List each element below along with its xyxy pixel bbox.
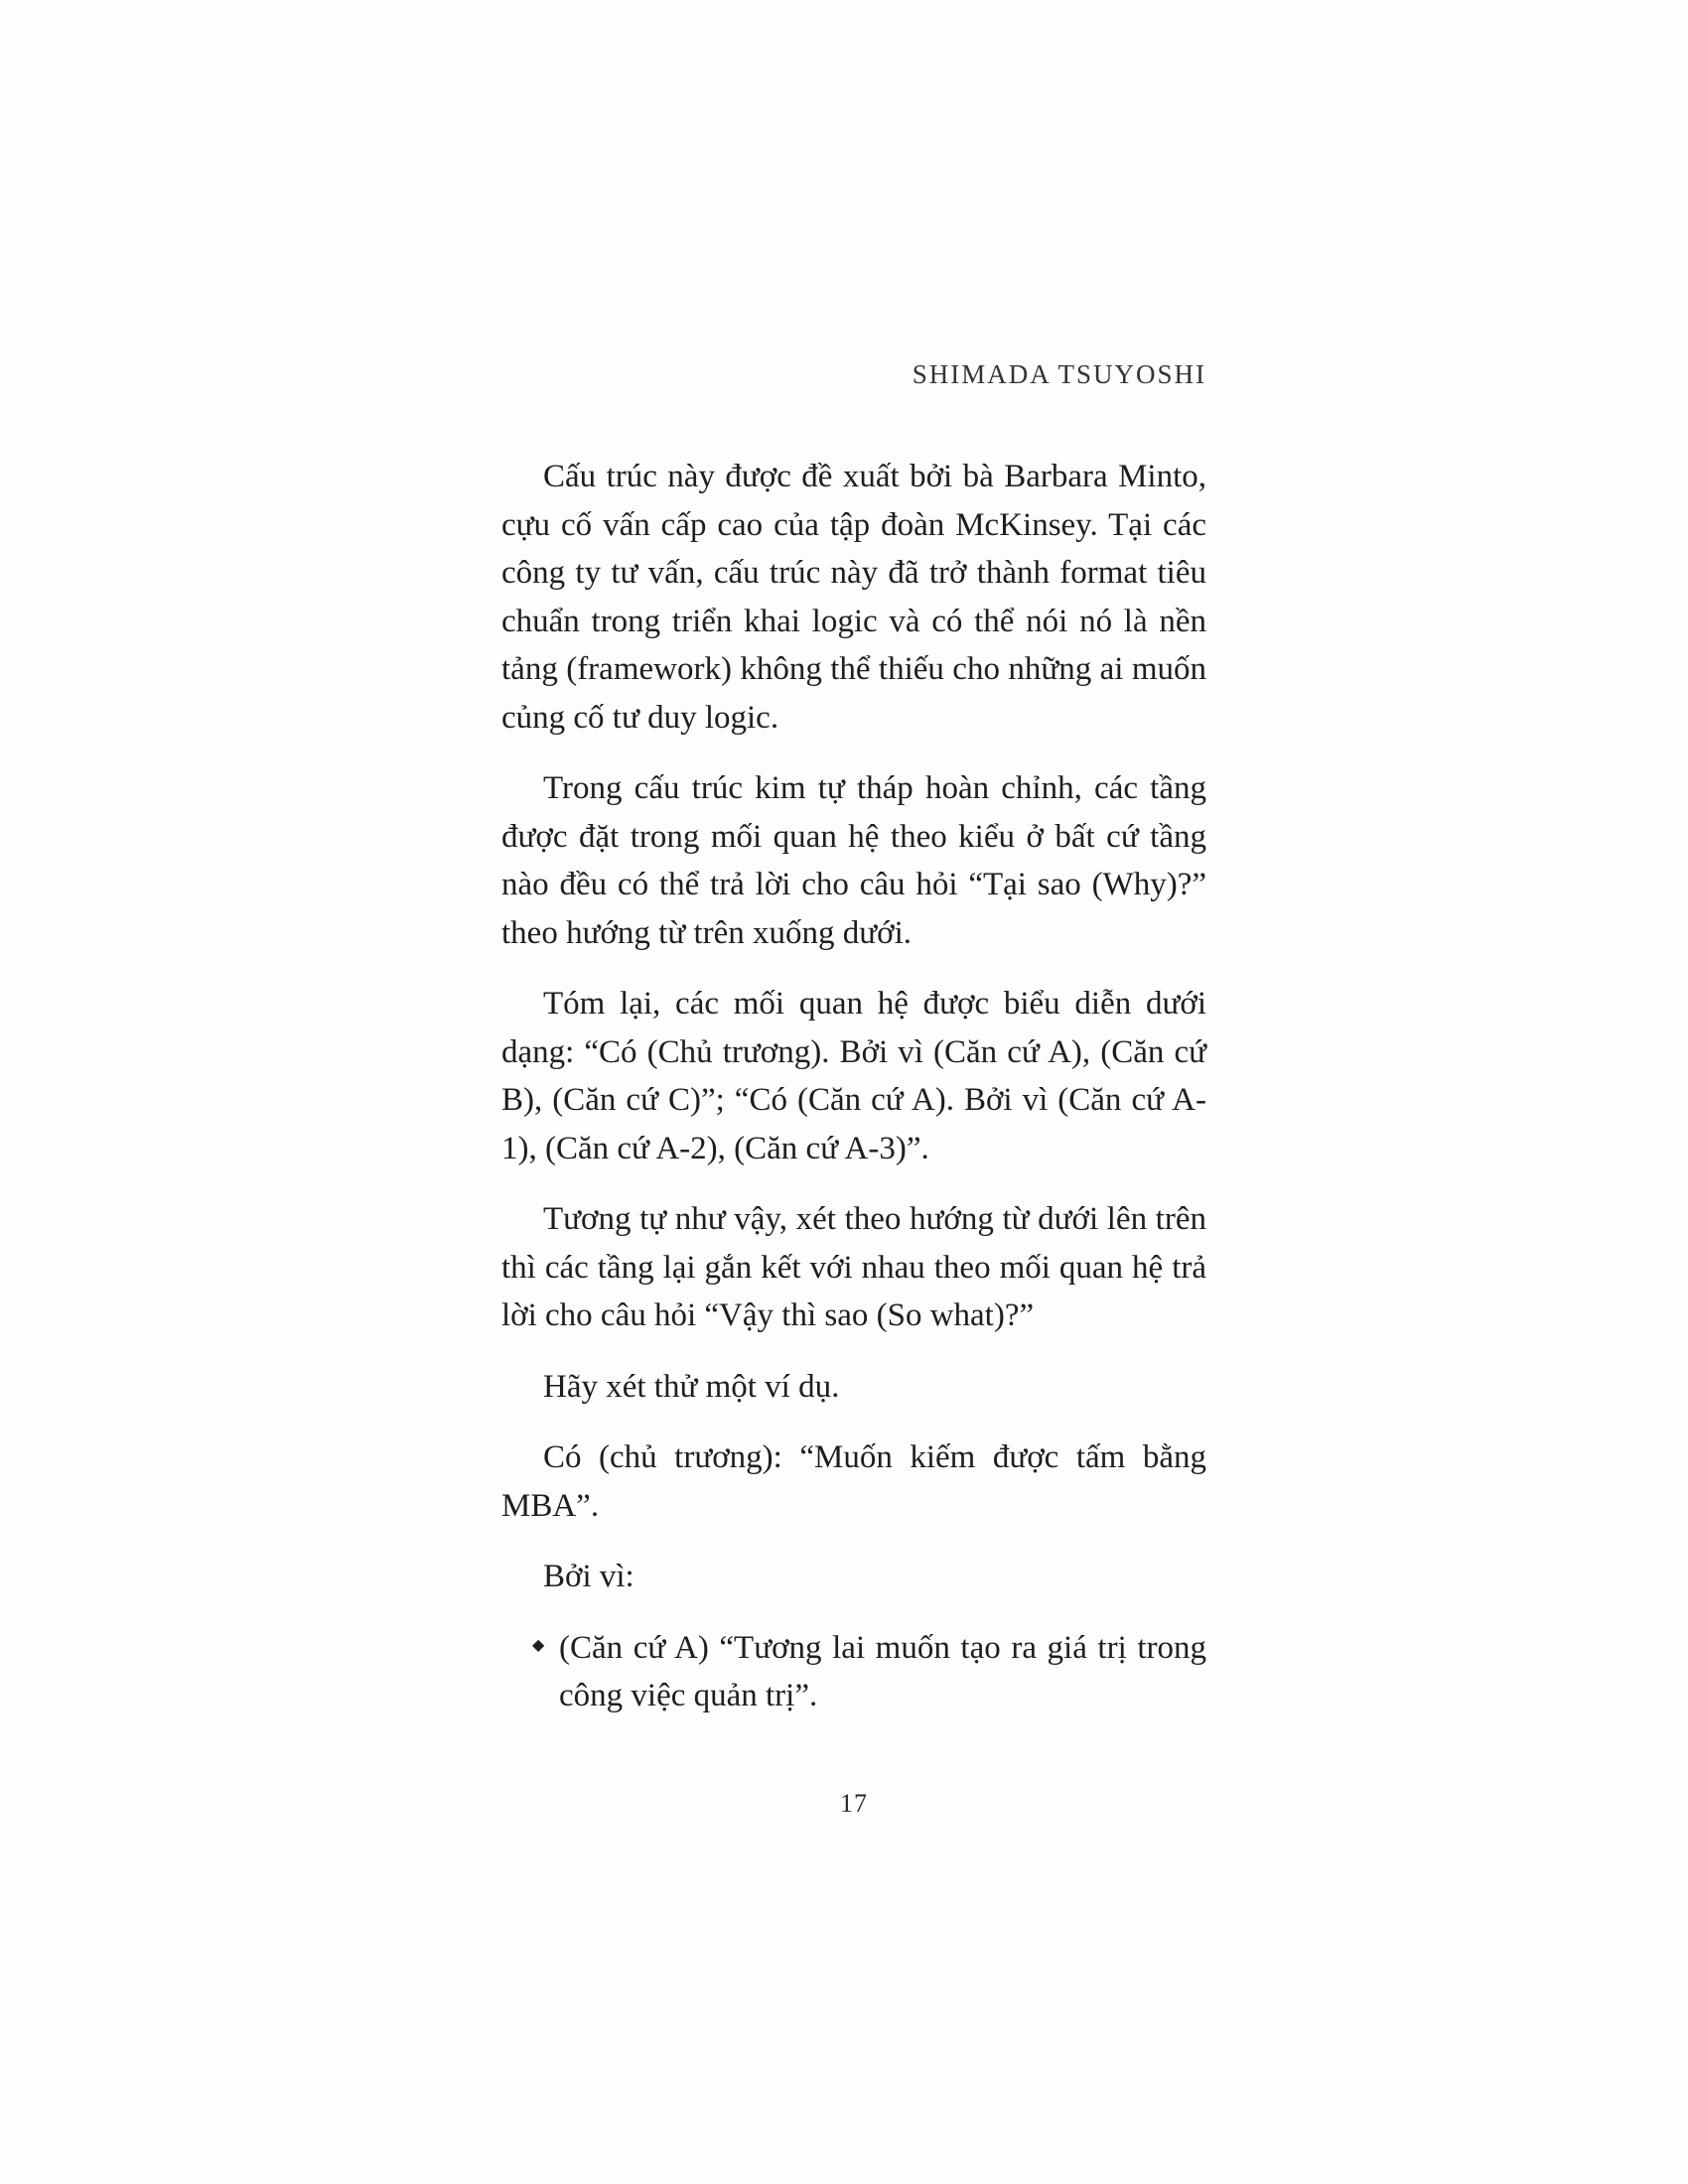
running-header: SHIMADA TSUYOSHI: [912, 359, 1206, 389]
paragraph: Hãy xét thử một ví dụ.: [543, 1368, 840, 1405]
bullet-text: (Căn cứ A) “Tương lai muốn tạo ra giá trị trong công việc quản trị”.: [559, 1629, 1206, 1713]
paragraph: Cấu trúc này được đề xuất bởi bà Barbara Minto, cựu cố vấn cấp cao của tập đoàn McKinsey. Tại các công ty tư vấn, cấu trúc này đã trở thành format tiêu chuẩn trong triển khai logic và có thể nói nó là nền tảng (framework) không thể thiếu cho những ai muốn củng cố tư duy logic.: [501, 459, 1206, 736]
paragraph: Trong cấu trúc kim tự tháp hoàn chỉnh, các tầng được đặt trong mối quan hệ theo kiểu ở bất cứ tầng nào đều có thể trả lời cho câu hỏi “Tại sao (Why)?” theo hướng từ trên xuống dưới.: [501, 770, 1206, 951]
page-body: [501, 453, 1206, 1720]
paragraph: Tóm lại, các mối quan hệ được biểu diễn dưới dạng: “Có (Chủ trương). Bởi vì (Căn cứ A), (Căn cứ B), (Căn cứ C)”; “Có (Căn cứ A). Bởi vì (Căn cứ A-1), (Căn cứ A-2), (Căn cứ A-3)”.: [501, 986, 1206, 1166]
paragraph: Tương tự như vậy, xét theo hướng từ dưới lên trên thì các tầng lại gắn kết với nhau theo mối quan hệ trả lời cho câu hỏi “Vậy thì sao (So what)?”: [501, 1201, 1206, 1333]
bullet-item: [532, 1624, 1206, 1720]
page-number: 17: [840, 1789, 868, 1818]
paragraph: Bởi vì:: [543, 1559, 634, 1594]
bullet-diamond-icon: ◆: [532, 1634, 545, 1654]
paragraph: Có (chủ trương): “Muốn kiếm được tấm bằng MBA”.: [501, 1439, 1206, 1524]
